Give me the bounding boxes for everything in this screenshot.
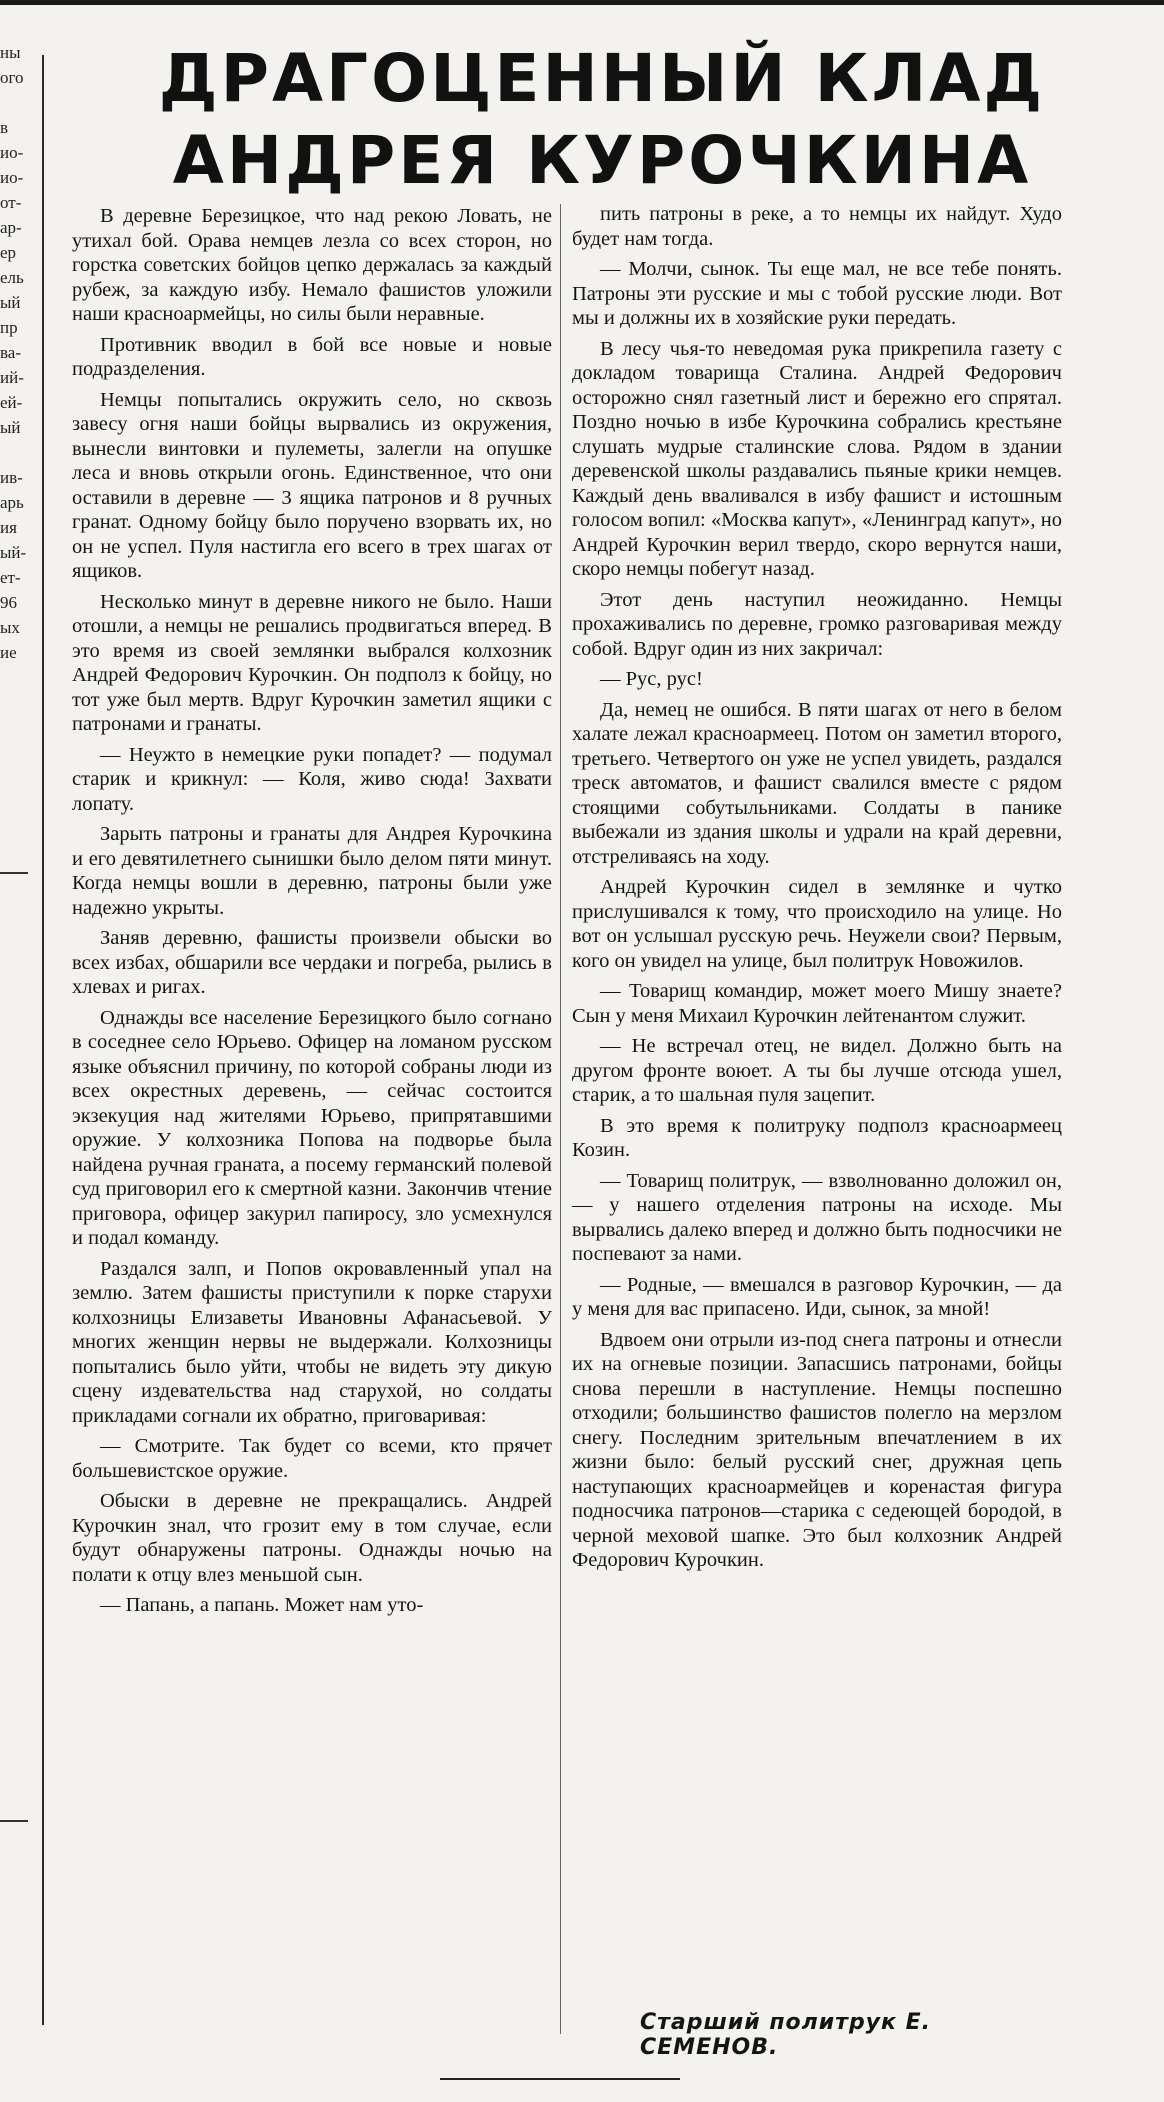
- paragraph: — Неужто в немецкие руки попадет? — подумал старик и крикнул: — Коля, живо сюда! Захвати лопату.: [72, 743, 552, 815]
- paragraph: — Рус, рус!: [600, 668, 703, 690]
- strip-fragment: ель: [0, 268, 24, 287]
- paragraph: Несколько минут в деревне никого не было. Наши отошли, а немцы не решались продвигаться вперед. В это время из своей землянки выбрался колхозник Андрей Федорович Курочкин. Он подполз к бойцу, но тот уже был мертв. Вдруг Курочкин заметил ящики с патронами и гранаты.: [72, 590, 552, 735]
- paragraph: — Родные, — вмешался в разговор Курочкин, — да у меня для вас припасено. Иди, сынок, за мной!: [572, 1273, 1062, 1320]
- strip-fragment: ый: [0, 418, 21, 437]
- paragraph: — Товарищ командир, может моего Мишу знаете? Сын у меня Михаил Курочкин лейтенантом служит.: [572, 980, 1062, 1027]
- column-divider: [560, 204, 561, 2034]
- strip-fragment: ых: [0, 618, 20, 637]
- strip-fragment: ио-: [0, 143, 24, 162]
- strip-fragment: от-: [0, 193, 22, 212]
- strip-fragment: в: [0, 118, 9, 137]
- paragraph: В это время к политруку подполз красноармеец Козин.: [572, 1114, 1062, 1161]
- strip-fragment: арь: [0, 493, 24, 512]
- article-column-1: [72, 204, 552, 1624]
- top-rule: [0, 0, 1164, 5]
- paragraph: — Молчи, сынок. Ты еще мал, не все тебе понять. Патроны эти русские и мы с тобой русские люди. Вот мы и должны их в хозяйские руки передать.: [572, 258, 1062, 329]
- paragraph: Этот день наступил неожиданно. Немцы прохаживались по деревне, громко разговаривая между собой. Вдруг один из них закричал:: [572, 588, 1062, 660]
- left-strip-fragments: [0, 40, 28, 2102]
- paragraph: Заняв деревню, фашисты произвели обыски во всех избах, обшарили все чердаки и погреба, рылись в хлевах и ригах.: [72, 927, 552, 998]
- paragraph: — Смотрите. Так будет со всеми, кто прячет большевистское оружие.: [72, 1435, 552, 1482]
- strip-fragment: [0, 90, 28, 115]
- paragraph: Противник вводил в бой все новые и новые подразделения.: [72, 333, 552, 380]
- paragraph: Андрей Курочкин сидел в землянке и чутко прислушивался к тому, что происходило на улице. Но вот он услышал русскую речь. Неужели свои? Первым, кого он увидел на улице, был политрук Новожилов.: [572, 876, 1062, 972]
- strip-fragment: ие: [0, 643, 17, 662]
- strip-fragment: пр: [0, 318, 18, 337]
- headline-line-1: ДРАГОЦЕННЫЙ КЛАД: [158, 40, 1046, 117]
- article-column-2: [572, 202, 1062, 1579]
- strip-fragment: ий-: [0, 368, 24, 387]
- strip-fragment: ив-: [0, 468, 23, 487]
- byline: Старший политрук Е. СЕМЕНОВ.: [640, 2010, 932, 2060]
- end-rule: [440, 2078, 680, 2080]
- strip-fragment: [0, 440, 28, 465]
- paragraph: Вдвоем они отрыли из-под снега патроны и отнесли их на огневые позиции. Запасшись патронами, бойцы снова перешли в наступление. Немцы поспешно отходили; большинство фашистов полегло на мерзлом снегу. Последним зрительным впечатлением в их жизни было: белый русский снег, дружная цепь наступающих красноармейцев и коренастая фигура подносчика патронов—старика с седеющей бородой, в черной меховой шапке. Это был колхозник Андрей Федорович Курочкин.: [572, 1328, 1062, 1571]
- paragraph: Однажды все население Березицкого было согнано в соседнее село Юрьево. Офицер на ломаном русском языке объяснил причину, по которой собраны люди из всех окрестных деревень, — сейчас состоится экзекуция над жителями Юрьево, припрятавшими оружие. У колхозника Попова на подворье была найдена ручная граната, а посему германский полевой суд приговорил его к смертной казни. Закончив чтение приговора, офицер закурил папиросу, зло усмехнулся и подал команду.: [72, 1006, 552, 1249]
- strip-fragment: ет-: [0, 568, 21, 587]
- strip-fragment: ва-: [0, 343, 22, 362]
- paragraph: Да, немец не ошибся. В пяти шагах от него в белом халате лежал красноармеец. Потом он заметил второго, третьего. Четвертого он уже не успел увидеть, раздался треск автоматов, и фашист свалился вместе с рядом стоящими собутыльниками. Солдаты в панике выбежали из здания школы и удрали на край деревни, отстреливаясь на ходу.: [572, 698, 1062, 868]
- paragraph: Зарыть патроны и гранаты для Андрея Курочкина и его девятилетнего сынишки было делом пяти минут. Когда немцы вошли в деревню, патроны были уже надежно укрыты.: [72, 823, 552, 919]
- paragraph: В лесу чья-то неведомая рука прикрепила газету с докладом товарища Сталина. Андрей Федорович осторожно снял газетный лист и бережно его спрятал. Поздно ночью в избе Курочкина собрались крестьяне слушать мудрые сталинские слова. Рядом в здании деревенской школы раздавались пьяные крики немцев. Каждый день вваливался в избу фашист и истошным голосом вопил: «Москва капут», «Ленинград капут», но Андрей Курочкин верил твердо, скоро вернутся наши, скоро немцы побегут назад.: [572, 337, 1062, 580]
- strip-fragment: ия: [0, 518, 17, 537]
- paragraph: В деревне Березицкое, что над рекою Ловать, не утихал бой. Орава немцев лезла со всех сторон, но горстка советских бойцов цепко держалась за каждый рубеж, за каждую избу. Немало фашистов уложили наши красноармейцы, но силы были неравные.: [72, 205, 552, 325]
- paragraph: Немцы попытались окружить село, но сквозь завесу огня наши бойцы вырвались из окружения, вынесли винтовки и пулеметы, залегли на опушке леса и вновь открыли огонь. Единственное, что они оставили в деревне — 3 ящика патронов и 8 ручных гранат. Одному бойцу было поручено взорвать их, но он не успел. Пуля настигла его всего в трех шагах от ящиков.: [72, 388, 552, 582]
- paragraph: Обыски в деревне не прекращались. Андрей Курочкин знал, что грозит ему в том случае, если будут обнаружены патроны. Однажды ночью на полати к отцу влез меньшой сын.: [72, 1490, 552, 1586]
- strip-fragment: ый-: [0, 543, 27, 562]
- strip-fragment: ый: [0, 293, 21, 312]
- strip-fragment: 96: [0, 593, 17, 612]
- divider: [0, 872, 28, 874]
- headline-line-2: АНДРЕЯ КУРОЧКИНА: [172, 122, 1032, 199]
- strip-fragment: ар-: [0, 218, 22, 237]
- strip-fragment: ого: [0, 68, 24, 87]
- paragraph: Раздался залп, и Попов окровавленный упал на землю. Затем фашисты приступили к порке старухи колхозницы Елизаветы Ивановны Афанасьевой. У многих женщин нервы не выдержали. Колхозницы попытались было уйти, чтобы не видеть эту дикую сцену издевательства над старухой, но солдаты прикладами согнали их обратно, приговаривая:: [72, 1257, 552, 1427]
- strip-fragment: ны: [0, 43, 21, 62]
- headline: [60, 38, 1144, 202]
- paragraph: — Не встречал отец, не видел. Должно быть на другом фронте воюет. А ты бы лучше отсюда ушел, старик, а то шальная пуля зацепит.: [572, 1035, 1062, 1106]
- divider: [0, 1820, 28, 1822]
- column-divider: [42, 55, 44, 2025]
- strip-fragment: ер: [0, 243, 17, 262]
- paragraph: — Товарищ политрук, — взволнованно доложил он, — у нашего отделения патроны на исходе. Мы вырвались далеко вперед и должно быть подносчики не поспевают за нами.: [572, 1169, 1062, 1265]
- strip-fragment: ей-: [0, 393, 23, 412]
- paragraph: пить патроны в реке, а то немцы их найдут. Худо будет нам тогда.: [572, 203, 1062, 250]
- paragraph: — Папань, а папань. Может нам уто-: [100, 1594, 424, 1616]
- strip-fragment: ио-: [0, 168, 24, 187]
